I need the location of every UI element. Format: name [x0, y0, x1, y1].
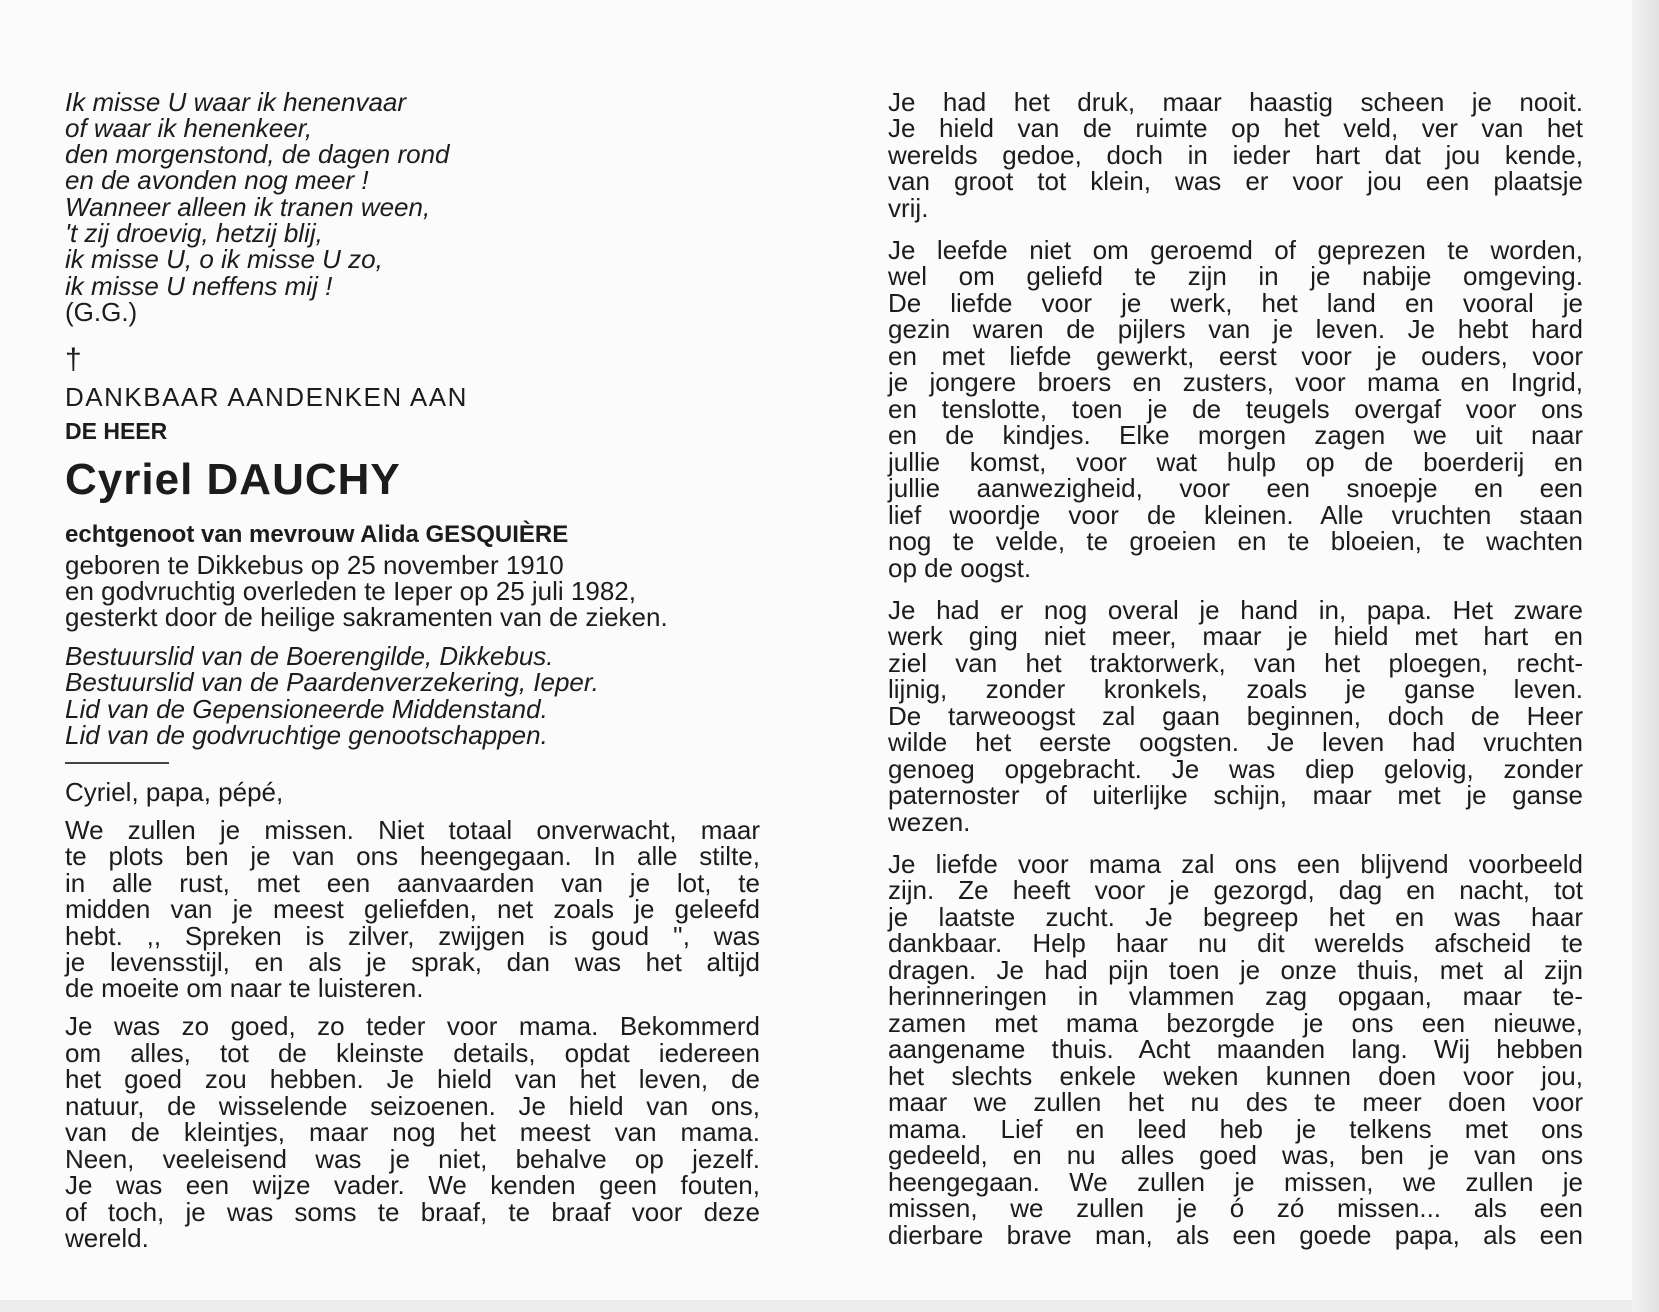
poem-line: of waar ik henenkeer,	[65, 113, 313, 143]
text-line: te plots ben je van ons heengegaan. In alle stilte,	[65, 841, 760, 871]
text-line: vrij.	[888, 193, 929, 223]
divider	[65, 762, 169, 764]
text-line: zijn. Ze heeft voor je gezorgd, dag en nacht, tot	[888, 875, 1583, 905]
text-line: mama. Lief en leed heb je telkens met ons	[888, 1114, 1583, 1144]
text-line: ziel van het traktorwerk, van het ploegen, recht-	[888, 648, 1583, 678]
text-line: gezin waren de pijlers van je leven. Je hebt hard	[888, 314, 1583, 344]
poem-line: Ik misse U waar ik henenvaar	[65, 87, 407, 117]
deceased-name: Cyriel DAUCHY	[65, 455, 401, 504]
text-line: Je liefde voor mama zal ons een blijvend voorbeeld	[888, 849, 1583, 879]
text-line: je laatste zucht. Je begreep het en was haar	[888, 902, 1583, 932]
text-line: van groot tot klein, was er voor jou een plaatsje	[888, 166, 1583, 196]
text-line: We zullen je missen. Niet totaal onverwacht, maar	[65, 815, 760, 845]
text-line: Je hield van de ruimte op het veld, ver van het	[888, 113, 1583, 143]
poem-line: Wanneer alleen ik tranen ween,	[65, 192, 431, 222]
text-line: en de kindjes. Elke morgen zagen we uit naar	[888, 420, 1583, 450]
text-line: het goed zou hebben. Je hield van het leven, de	[65, 1064, 760, 1094]
text-line: van de kleintjes, maar nog het meest van mama.	[65, 1117, 760, 1147]
role-line: Lid van de godvruchtige genootschappen.	[65, 720, 548, 750]
text-line: werelds gedoe, doch in ieder hart dat jou kende,	[888, 140, 1583, 170]
text-line: jullie komst, voor wat hulp op de boerderij en	[888, 447, 1583, 477]
text-line: aangename thuis. Acht maanden lang. Wij hebben	[888, 1034, 1583, 1064]
salutation: Cyriel, papa, pépé,	[65, 777, 284, 807]
text-line: Neen, veeleisend was je niet, behalve op jezelf.	[65, 1144, 760, 1174]
text-line: in alle rust, met een aanvaarden van je lot, te	[65, 868, 760, 898]
role-line: Lid van de Gepensioneerde Middenstand.	[65, 694, 548, 724]
text-line: Je leefde niet om geroemd of geprezen te worden,	[888, 235, 1583, 265]
text-line: dierbare brave man, als een goede papa, als een	[888, 1220, 1583, 1250]
fact-line: gesterkt door de heilige sakramenten van de zieken.	[65, 602, 668, 632]
spouse-line: echtgenoot van mevrouw Alida GESQUIÈRE	[65, 521, 569, 548]
text-line: nog te velde, te groeien en te bloeien, te wachten	[888, 526, 1583, 556]
poem-line: den morgenstond, de dagen rond	[65, 139, 450, 169]
poem-line: ik misse U, o ik misse U zo,	[65, 244, 383, 274]
text-line: Je had het druk, maar haastig scheen je nooit.	[888, 87, 1583, 117]
text-line: wezen.	[888, 807, 971, 837]
text-line: lijnig, zonder kronkels, zoals je ganse leven.	[888, 674, 1583, 704]
text-line: dragen. Je had pijn toen je onze thuis, met al zijn	[888, 955, 1583, 985]
text-line: de moeite om naar te luisteren.	[65, 973, 424, 1003]
text-line: De liefde voor je werk, het land en vooral je	[888, 288, 1583, 318]
text-line: hebt. ,, Spreken is zilver, zwijgen is goud '', was	[65, 921, 760, 951]
text-line: heengegaan. We zullen je missen, we zullen je	[888, 1167, 1583, 1197]
text-line: en tenslotte, toen je de teugels overgaf voor ons	[888, 394, 1583, 424]
memorial-title: DE HEER	[65, 418, 168, 444]
text-line: Je had er nog overal je hand in, papa. Het zware	[888, 595, 1583, 625]
card-edge-shadow	[1632, 0, 1659, 1312]
text-line: het slechts enkele weken kunnen doen voor jou,	[888, 1061, 1583, 1091]
text-line: gedeeld, en nu alles goed was, ben je van ons	[888, 1140, 1583, 1170]
text-line: om alles, tot de kleinste details, opdat iedereen	[65, 1038, 760, 1068]
text-line: paternoster of uiterlijke schijn, maar met je ganse	[888, 780, 1583, 810]
text-line: natuur, de wisselende seizoenen. Je hield van ons,	[65, 1091, 760, 1121]
text-line: wereld.	[65, 1223, 149, 1253]
fact-line: en godvruchtig overleden te Ieper op 25 juli 1982,	[65, 576, 636, 606]
text-line: dankbaar. Help haar nu dit werelds afscheid te	[888, 928, 1583, 958]
memorial-heading: DANKBAAR AANDENKEN AAN	[65, 382, 468, 412]
fact-line: geboren te Dikkebus op 25 november 1910	[65, 550, 564, 580]
text-line: op de oogst.	[888, 553, 1032, 583]
text-line: wel om geliefd te zijn in je nabije omgeving.	[888, 261, 1583, 291]
text-line: je jongere broers en zusters, voor mama en Ingrid,	[888, 367, 1583, 397]
text-line: wilde het eerste oogsten. Je leven had vruchten	[888, 727, 1583, 757]
text-line: je levensstijl, en als je sprak, dan was het altijd	[65, 947, 760, 977]
text-line: maar we zullen het nu des te meer doen voor	[888, 1087, 1583, 1117]
text-line: missen, we zullen je ó zó missen... als een	[888, 1193, 1583, 1223]
role-line: Bestuurslid van de Boerengilde, Dikkebus.	[65, 641, 554, 671]
poem-line: en de avonden nog meer !	[65, 165, 369, 195]
text-line: midden van je meest geliefden, net zoals je geleefd	[65, 894, 760, 924]
text-line: jullie aanwezigheid, voor een snoepje en een	[888, 473, 1583, 503]
text-line: lief woordje voor de kleinen. Alle vruchten staan	[888, 500, 1583, 530]
poem-line: ik misse U neffens mij !	[65, 271, 333, 301]
text-line: werk ging niet meer, maar je hield met hart en	[888, 621, 1583, 651]
poem-attribution: (G.G.)	[65, 297, 138, 327]
text-line: De tarweoogst zal gaan beginnen, doch de Heer	[888, 701, 1583, 731]
text-line: zamen met mama bezorgde je ons een nieuwe,	[888, 1008, 1583, 1038]
text-line: Je was zo goed, zo teder voor mama. Bekommerd	[65, 1011, 760, 1041]
text-line: Je was een wijze vader. We kenden geen fouten,	[65, 1170, 760, 1200]
role-line: Bestuurslid van de Paardenverzekering, Ieper.	[65, 667, 599, 697]
cross-icon: †	[65, 343, 82, 376]
poem-line: 't zij droevig, hetzij blij,	[65, 218, 323, 248]
text-line: genoeg opgebracht. Je was diep gelovig, zonder	[888, 754, 1583, 784]
text-line: herinneringen in vlammen zag opgaan, maar te-	[888, 981, 1583, 1011]
text-line: en met liefde gewerkt, eerst voor je ouders, voor	[888, 341, 1583, 371]
text-line: of toch, je was soms te braaf, te braaf voor deze	[65, 1197, 760, 1227]
